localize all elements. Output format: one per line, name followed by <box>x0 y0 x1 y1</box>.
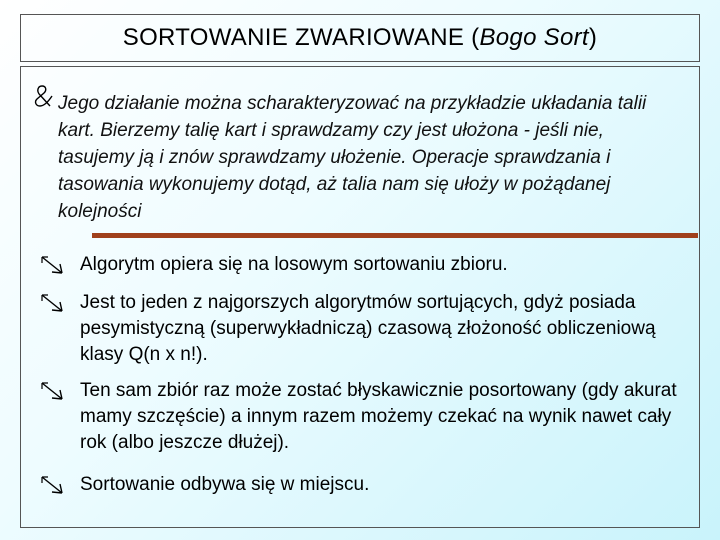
arrow-bullet-icon <box>40 474 64 496</box>
slide-title <box>20 14 700 62</box>
arrow-bullet-icon <box>40 292 64 314</box>
intro-paragraph: Jego działanie można scharakteryzować na przykładzie układania talii kart. Bierzemy talię kart i sprawdzamy czy jest ułożona - jeśli nie, tasujemy ją i znów sprawdzamy ułożenie. Operacje sprawdzania i tasowania wykonujemy dotąd, aż talia nam się ułoży w pożądanej kolejności <box>58 93 647 222</box>
title-italic: Bogo Sort <box>479 24 589 51</box>
bullet-item <box>40 252 680 278</box>
bullet-item <box>40 472 680 498</box>
bullet-text: Ten sam zbiór raz może zostać błyskawicznie posortowany (gdy akurat mamy szczęście) a innym razem możemy czekać na wynik nawet cały rok (albo jeszcze dłużej). <box>80 380 677 453</box>
title-main: SORTOWANIE ZWARIOWANE ( <box>122 24 480 51</box>
bullet-text: Sortowanie odbywa się w miejscu. <box>80 474 370 495</box>
bullet-text: Jest to jeden z najgorszych algorytmów sortujących, gdyż posiada pesymistyczną (superwykładniczą) czasową złożoność obliczeniową klasy Q(n x n!). <box>80 292 656 365</box>
arrow-bullet-icon <box>40 380 64 402</box>
divider-bar <box>92 233 698 238</box>
bullet-text: Algorytm opiera się na losowym sortowaniu zbioru. <box>80 254 508 275</box>
bullet-item <box>40 378 680 456</box>
bullet-item <box>40 290 680 368</box>
ampersand-icon <box>32 84 58 108</box>
arrow-bullet-icon <box>40 254 64 276</box>
title-end: ) <box>588 24 598 51</box>
